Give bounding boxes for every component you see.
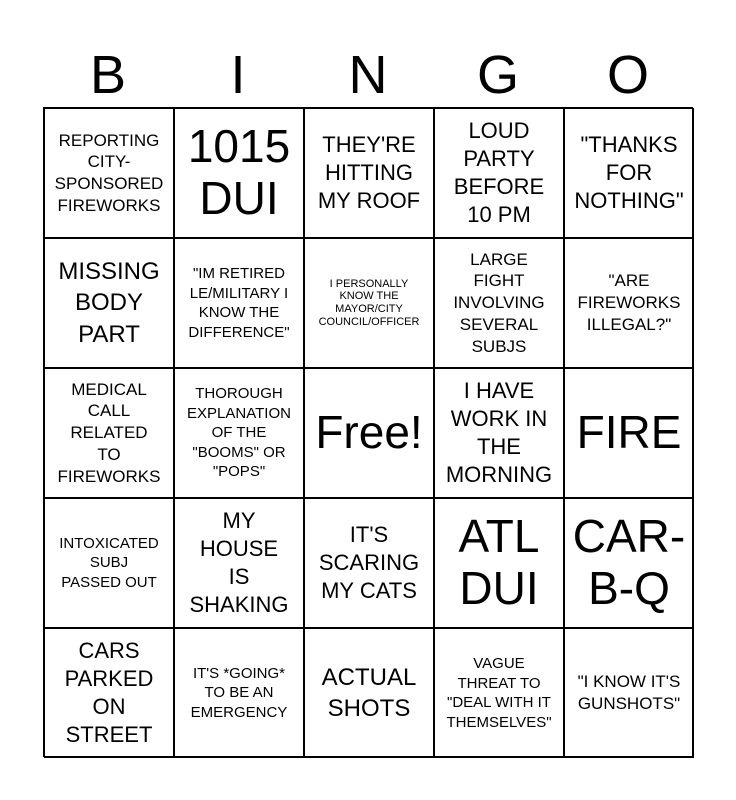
bingo-square-label: "I KNOW IT'S GUNSHOTS"	[577, 672, 681, 713]
bingo-header	[43, 42, 693, 108]
bingo-square-label: VAGUE THREAT TO "DEAL WITH IT THEMSELVES"	[446, 655, 552, 731]
bingo-square[interactable]	[434, 108, 564, 238]
bingo-square[interactable]	[174, 498, 304, 628]
bingo-square[interactable]	[564, 498, 694, 628]
bingo-square-label: 1015 DUI	[187, 120, 291, 224]
bingo-square-label: ACTUAL SHOTS	[321, 663, 417, 722]
bingo-square[interactable]	[564, 108, 694, 238]
bingo-square-label: INTOXICATED SUBJ PASSED OUT	[59, 534, 159, 591]
bingo-square[interactable]	[174, 238, 304, 368]
header-letter-b: B	[89, 45, 127, 105]
bingo-square-label: MISSING BODY PART	[58, 258, 160, 348]
bingo-square-label: THEY'RE HITTING MY ROOF	[317, 131, 421, 214]
bingo-square[interactable]	[434, 368, 564, 498]
bingo-square-label: REPORTING CITY- SPONSORED FIREWORKS	[54, 130, 164, 215]
bingo-square-label: ATL DUI	[458, 510, 540, 614]
bingo-square[interactable]	[174, 628, 304, 758]
bingo-square[interactable]	[44, 628, 174, 758]
bingo-square-label: "IM RETIRED LE/MILITARY I KNOW THE DIFFERENCE"	[188, 265, 290, 341]
bingo-square[interactable]	[564, 628, 694, 758]
bingo-square-label: LOUD PARTY BEFORE 10 PM	[453, 117, 545, 228]
bingo-square-label: "ARE FIREWORKS ILLEGAL?"	[577, 271, 681, 334]
bingo-square-label: MEDICAL CALL RELATED TO FIREWORKS	[57, 379, 161, 486]
bingo-free-square[interactable]	[304, 368, 434, 498]
bingo-square-label: THOROUGH EXPLANATION OF THE "BOOMS" OR "POPS"	[187, 385, 291, 481]
bingo-square-label: I HAVE WORK IN THE MORNING	[445, 377, 553, 488]
bingo-square-label: I PERSONALLY KNOW THE MAYOR/CITY COUNCIL/OFFICER	[318, 277, 420, 328]
bingo-square[interactable]	[44, 108, 174, 238]
bingo-square-label: Free!	[315, 406, 423, 459]
bingo-card-grid	[43, 107, 693, 757]
bingo-square-label: "THANKS FOR NOTHING"	[574, 131, 684, 214]
header-letter-i: I	[230, 45, 246, 105]
bingo-square[interactable]	[564, 368, 694, 498]
bingo-square[interactable]	[304, 498, 434, 628]
bingo-square[interactable]	[434, 498, 564, 628]
header-letter-n: N	[348, 45, 388, 105]
bingo-square[interactable]	[44, 368, 174, 498]
bingo-square[interactable]	[304, 238, 434, 368]
bingo-square-label: IT'S SCARING MY CATS	[318, 521, 420, 604]
bingo-square-label: LARGE FIGHT INVOLVING SEVERAL SUBJS	[453, 249, 545, 356]
bingo-square[interactable]	[304, 108, 434, 238]
bingo-square-label: CARS PARKED ON STREET	[64, 637, 154, 748]
bingo-square[interactable]	[304, 628, 434, 758]
bingo-square[interactable]	[174, 108, 304, 238]
header-letter-o: O	[606, 45, 649, 105]
bingo-square-label: IT'S *GOING* TO BE AN EMERGENCY	[190, 664, 288, 721]
bingo-square[interactable]	[174, 368, 304, 498]
bingo-square[interactable]	[44, 498, 174, 628]
bingo-square[interactable]	[434, 628, 564, 758]
bingo-square[interactable]	[564, 238, 694, 368]
bingo-square[interactable]	[44, 238, 174, 368]
bingo-square-label: FIRE	[576, 406, 682, 459]
bingo-square-label: CAR- B-Q	[572, 510, 686, 614]
header-letter-g: G	[476, 45, 519, 105]
bingo-square[interactable]	[434, 238, 564, 368]
bingo-square-label: MY HOUSE IS SHAKING	[189, 507, 289, 618]
